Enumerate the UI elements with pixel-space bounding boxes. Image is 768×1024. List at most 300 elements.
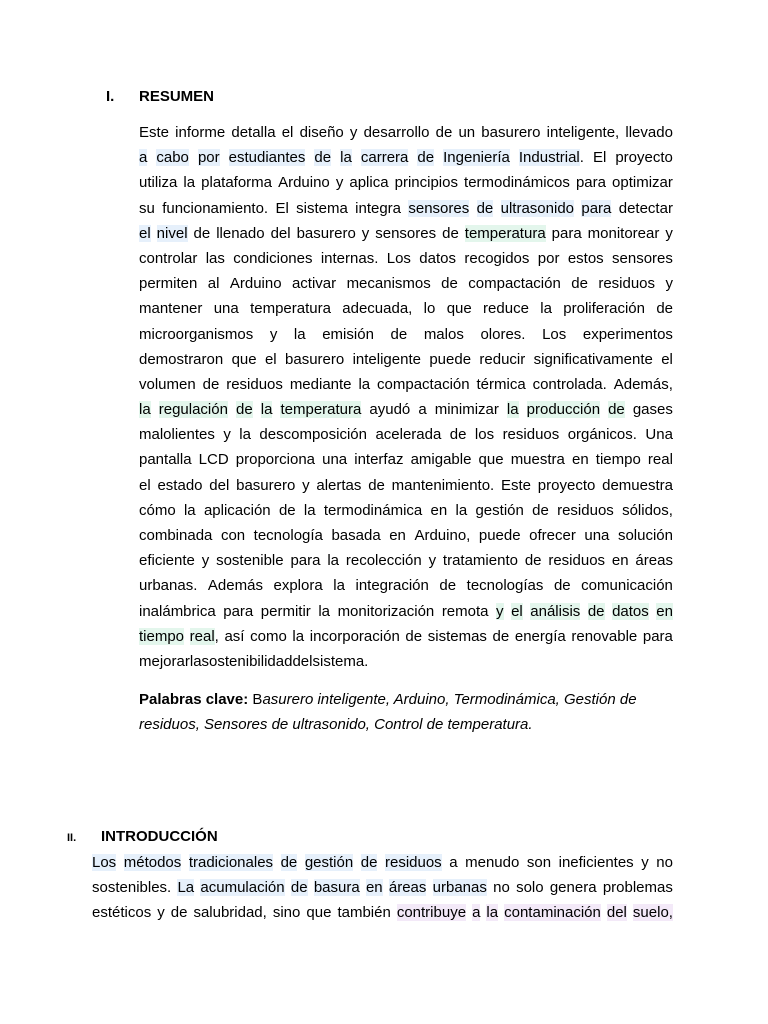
highlighted-text: métodos [123, 854, 182, 871]
word [622, 498, 673, 523]
text-line [92, 875, 673, 900]
word [439, 573, 456, 598]
word [532, 498, 549, 523]
text: no [493, 879, 510, 897]
word [274, 573, 323, 598]
text: microorganismos [139, 325, 254, 343]
text: su [139, 199, 155, 217]
word [221, 523, 245, 548]
text: inalámbrica [139, 602, 216, 620]
text: y [665, 224, 673, 242]
text: basurero [296, 224, 356, 242]
text: tecnología [253, 527, 323, 544]
text: muestra [510, 451, 565, 469]
text-line [139, 447, 673, 472]
word [354, 447, 403, 472]
text: sistema [296, 199, 348, 217]
word [408, 196, 469, 221]
word [297, 221, 356, 246]
word [475, 498, 523, 523]
word [139, 347, 223, 372]
word [282, 120, 294, 145]
text: áreas [635, 552, 673, 570]
word [337, 900, 390, 925]
text: residuos [598, 275, 656, 293]
word [389, 523, 406, 548]
text-line [139, 196, 673, 221]
text-line [139, 145, 673, 170]
word [200, 875, 284, 900]
word [175, 120, 225, 145]
word [349, 170, 388, 195]
word [139, 271, 197, 296]
word [92, 850, 116, 875]
word [250, 296, 331, 321]
word [336, 170, 344, 195]
word [467, 573, 544, 598]
keywords-label: Palabras clave: [139, 691, 249, 708]
text: ayudó [369, 401, 411, 419]
word [391, 322, 408, 347]
word [199, 447, 229, 472]
word [385, 850, 442, 875]
text: la [540, 300, 552, 318]
text: sostenible [216, 552, 284, 570]
highlighted-text: sensores [408, 199, 470, 217]
word [656, 850, 673, 875]
text: de [532, 501, 549, 519]
word [479, 523, 521, 548]
word [321, 246, 379, 271]
highlighted-text: temperatura [280, 401, 362, 419]
word [327, 548, 339, 573]
text: solo [516, 879, 544, 897]
resumen-paragraph [139, 120, 673, 674]
introduccion-paragraph [92, 850, 673, 926]
text: real [647, 451, 673, 469]
word [443, 548, 518, 573]
word [603, 875, 673, 900]
word [361, 850, 378, 875]
word [456, 498, 468, 523]
text: funcionamiento. [162, 199, 269, 217]
word [442, 599, 489, 624]
text: basurero [285, 350, 345, 368]
text: para [551, 224, 582, 242]
word [139, 422, 215, 447]
word [280, 397, 361, 422]
highlighted-text: de [587, 602, 605, 620]
word [358, 372, 370, 397]
text: controlada. [532, 375, 607, 393]
word [529, 523, 576, 548]
highlighted-text: la [486, 904, 499, 922]
highlighted-text: regulación [158, 401, 228, 419]
word [296, 196, 348, 221]
word [625, 120, 673, 145]
word [236, 397, 253, 422]
word [527, 850, 551, 875]
text-line [139, 523, 673, 548]
word [157, 900, 165, 925]
highlighted-text: de [476, 199, 494, 217]
highlighted-text: a [139, 149, 148, 167]
section-number: II. [67, 832, 77, 844]
word [290, 372, 352, 397]
word [338, 599, 435, 624]
text: significativamente [533, 350, 653, 368]
text: para [642, 627, 673, 645]
text: . [579, 149, 584, 167]
word [275, 196, 288, 221]
text: sistemas [427, 627, 487, 645]
word [581, 196, 611, 221]
section-heading-introduccion [67, 828, 218, 845]
text-line [92, 850, 673, 875]
text: que [306, 904, 332, 922]
text: de [170, 904, 188, 922]
text: estos [567, 249, 604, 267]
text: interfaz [354, 451, 404, 469]
text: son [526, 854, 552, 871]
word [201, 170, 272, 195]
word [504, 900, 601, 925]
word [292, 649, 312, 674]
text: de [368, 476, 385, 494]
text: Además [207, 577, 263, 595]
highlighted-text: de [314, 149, 332, 167]
keywords-paragraph [139, 687, 673, 737]
text: optimizar [612, 174, 673, 192]
word [547, 120, 620, 145]
word [633, 900, 673, 925]
word [436, 120, 453, 145]
highlighted-text: acumulación [200, 879, 285, 897]
highlighted-text: de [236, 401, 253, 419]
text: genera [549, 879, 597, 897]
word [581, 573, 673, 598]
text: temperatura [250, 300, 331, 318]
text: para [575, 174, 606, 192]
word [190, 624, 219, 649]
text: controlar [139, 249, 198, 267]
word [361, 145, 409, 170]
text: inteligente [352, 350, 421, 368]
word [139, 221, 151, 246]
word [417, 145, 434, 170]
word [223, 599, 253, 624]
text: compactación [377, 375, 470, 393]
text: integra [355, 199, 402, 217]
word [254, 523, 323, 548]
text: sostenibilidad [201, 652, 293, 670]
text: combinada [139, 527, 213, 544]
word [331, 523, 380, 548]
word [194, 221, 211, 246]
word [346, 548, 422, 573]
text: , [214, 627, 219, 645]
word [292, 271, 336, 296]
word [493, 624, 510, 649]
text: del [209, 476, 230, 494]
highlighted-text: tiempo [139, 627, 185, 645]
word [428, 624, 487, 649]
text: cómo [139, 501, 176, 519]
text: energía [514, 627, 566, 645]
text: de [202, 375, 220, 393]
text-line [139, 573, 673, 598]
word [139, 523, 212, 548]
word [615, 145, 673, 170]
text: El [275, 199, 289, 217]
highlighted-text: basura [313, 879, 360, 897]
text: puede [429, 350, 472, 368]
word [139, 196, 155, 221]
word [139, 322, 253, 347]
word [202, 649, 293, 674]
text: residuos [502, 426, 560, 444]
highlighted-text: de [280, 854, 298, 871]
text: monitorización [337, 602, 435, 620]
word [292, 624, 304, 649]
word [392, 473, 495, 498]
text: de [524, 552, 542, 570]
text: que [478, 451, 504, 469]
word [209, 473, 229, 498]
text: Arduino [229, 275, 282, 293]
word [265, 347, 277, 372]
text: de [278, 501, 296, 519]
text: sino [272, 904, 301, 922]
word [479, 447, 504, 472]
word [648, 447, 673, 472]
word [568, 422, 637, 447]
word [139, 145, 147, 170]
word [480, 322, 525, 347]
word [656, 599, 673, 624]
text: LCD [198, 451, 229, 469]
word [189, 850, 273, 875]
word [353, 347, 421, 372]
word [139, 599, 216, 624]
text: incorporación [309, 627, 400, 645]
word [405, 624, 422, 649]
text: de [656, 300, 673, 318]
text: y [157, 904, 165, 922]
text: mantener [139, 300, 203, 318]
word [340, 145, 352, 170]
word [230, 271, 282, 296]
word [261, 599, 311, 624]
word [183, 170, 195, 195]
word [305, 850, 353, 875]
word [322, 447, 347, 472]
text: termodinámicos [464, 174, 570, 192]
text: la [239, 426, 251, 444]
word [281, 850, 298, 875]
word [635, 548, 673, 573]
word [226, 372, 283, 397]
word [424, 322, 464, 347]
word [291, 875, 308, 900]
word [304, 498, 316, 523]
word [607, 900, 627, 925]
word [493, 875, 510, 900]
text: proyecto [537, 476, 596, 494]
text: malos [423, 325, 464, 343]
highlighted-text: carrera [360, 149, 409, 167]
word [285, 347, 344, 372]
word [92, 900, 151, 925]
word [387, 246, 411, 271]
text: la [358, 375, 371, 393]
word [377, 372, 470, 397]
text-line [139, 271, 673, 296]
text: informe [175, 124, 226, 141]
word [468, 271, 561, 296]
word [302, 473, 310, 498]
word [612, 246, 673, 271]
word [596, 447, 641, 472]
text: de [492, 627, 510, 645]
word [612, 599, 649, 624]
text: los [474, 426, 495, 444]
highlighted-text: la [506, 401, 519, 419]
word [208, 271, 220, 296]
text: permiten [139, 275, 198, 293]
text-line [92, 900, 673, 925]
word [171, 900, 188, 925]
word [216, 548, 284, 573]
text: demostraron [139, 350, 224, 368]
text: a [449, 854, 458, 871]
word [342, 296, 412, 321]
word [583, 322, 673, 347]
word [204, 498, 271, 523]
word [193, 900, 266, 925]
text: y [428, 552, 437, 570]
word [486, 900, 498, 925]
word [333, 573, 345, 598]
text: llenado [216, 224, 265, 242]
text: inteligente, [546, 124, 620, 141]
text: olores. [480, 325, 526, 343]
text: estéticos [92, 904, 152, 922]
text: eficiente [139, 552, 195, 570]
word [139, 296, 202, 321]
word [429, 548, 437, 573]
highlighted-text: y [496, 602, 504, 620]
word [162, 196, 268, 221]
text: activar [291, 275, 337, 293]
highlighted-text: gestión [304, 854, 354, 871]
word [389, 875, 427, 900]
text: no [656, 854, 673, 871]
word [503, 422, 560, 447]
text: gestión [475, 501, 524, 519]
word [464, 246, 529, 271]
text: Los [386, 249, 411, 267]
text-line [139, 422, 673, 447]
text: como [250, 627, 287, 645]
word [157, 221, 188, 246]
word [519, 145, 584, 170]
word [250, 624, 287, 649]
text: tratamiento [442, 552, 518, 570]
word [571, 624, 637, 649]
word [552, 221, 582, 246]
text: alertas [316, 476, 362, 494]
word [511, 599, 523, 624]
text: y [349, 124, 358, 141]
text: experimentos [582, 325, 673, 343]
text: renovable [571, 627, 638, 645]
text: llevado [625, 124, 673, 141]
text: tiempo [595, 451, 641, 469]
word [177, 875, 194, 900]
text: datos [419, 249, 456, 267]
text: y [641, 854, 649, 871]
text: de [390, 325, 408, 343]
text: Los [542, 325, 567, 343]
text: de [435, 124, 453, 141]
text-line [139, 322, 673, 347]
word [190, 649, 202, 674]
word [424, 296, 436, 321]
word [278, 170, 330, 195]
highlighted-text: Los [92, 854, 117, 871]
text: térmica [476, 375, 526, 393]
word [322, 322, 374, 347]
text: sensores [612, 249, 673, 267]
word [614, 372, 673, 397]
text: la [303, 501, 316, 519]
text-line [139, 548, 673, 573]
text: puede [478, 527, 521, 544]
keywords-line: asurero inteligente, Arduino, Termodinámica, Gestión de [262, 691, 637, 708]
text: recolección [345, 552, 422, 570]
word [527, 397, 600, 422]
word [310, 624, 400, 649]
text: de [441, 275, 458, 293]
word [368, 473, 385, 498]
text: El [592, 149, 607, 167]
text: el [139, 476, 151, 494]
word [306, 900, 331, 925]
highlighted-text: del [606, 904, 627, 922]
word [633, 397, 673, 422]
word [270, 322, 278, 347]
word [442, 221, 459, 246]
word [324, 498, 422, 523]
text: salubridad, [193, 904, 267, 922]
highlighted-text: por [197, 149, 220, 167]
word [656, 296, 673, 321]
word [156, 145, 189, 170]
word [232, 347, 257, 372]
highlighted-text: cabo [156, 149, 189, 167]
text: compactación [468, 275, 561, 293]
text: el [264, 350, 277, 368]
word [139, 170, 177, 195]
word [139, 246, 197, 271]
highlighted-text: contribuye [396, 904, 467, 922]
text: proliferación [563, 300, 645, 318]
text: Este [139, 124, 170, 141]
word [496, 599, 504, 624]
word [375, 422, 441, 447]
highlighted-text: Industrial [518, 149, 580, 167]
